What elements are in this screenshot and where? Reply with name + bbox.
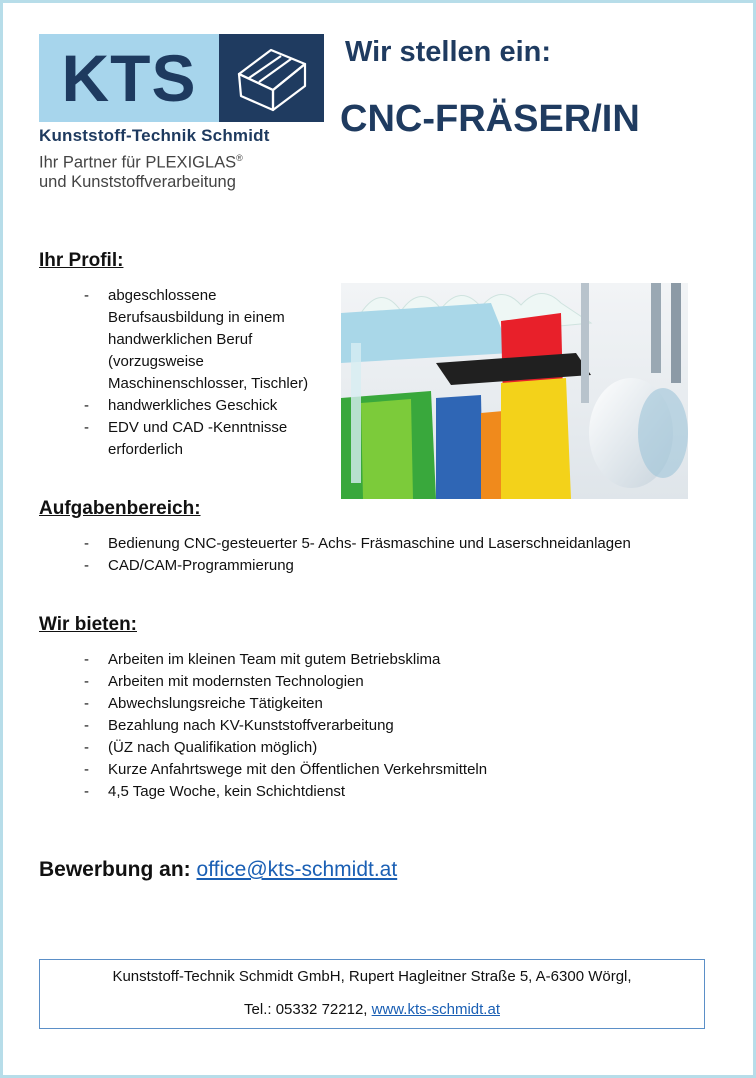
website-link[interactable]: www.kts-schmidt.at <box>371 1001 500 1018</box>
tasks-list <box>84 533 704 577</box>
profile-list <box>84 285 334 461</box>
list-item: - Bezahlung nach KV-Kunststoffverarbeitung <box>84 715 684 737</box>
logo-tagline <box>39 149 299 192</box>
dash-bullet: - <box>84 761 89 778</box>
offer-heading: Wir bieten: <box>39 614 137 635</box>
logo-tagline-line1: Ihr Partner für PLEXIGLAS <box>39 153 237 172</box>
list-item: - 4,5 Tage Woche, kein Schichtdienst <box>84 781 684 803</box>
dash-bullet: - <box>84 397 89 414</box>
dash-bullet: - <box>84 783 89 800</box>
list-item: - (ÜZ nach Qualifikation möglich) <box>84 737 684 759</box>
list-item: - handwerkliches Geschick <box>84 395 334 417</box>
application-line <box>39 858 397 882</box>
dash-bullet: - <box>84 557 89 574</box>
application-label: Bewerbung an: <box>39 858 191 881</box>
address-box <box>39 959 705 1029</box>
acrylic-materials-photo <box>341 283 688 499</box>
job-title: CNC-FRÄSER/IN <box>340 98 640 140</box>
dash-bullet: - <box>84 739 89 756</box>
dash-bullet: - <box>84 717 89 734</box>
dash-bullet: - <box>84 651 89 668</box>
dash-bullet: - <box>84 673 89 690</box>
list-item: - EDV und CAD -Kenntnisse erforderlich <box>84 419 288 458</box>
dash-bullet: - <box>84 419 89 436</box>
address-line: Kunststoff-Technik Schmidt GmbH, Rupert Hagleitner Straße 5, A-6300 Wörgl, <box>112 968 632 985</box>
registered-mark: ® <box>236 153 243 163</box>
phone-text: Tel.: 05332 72212, <box>244 1001 368 1018</box>
list-item: - Abwechslungsreiche Tätigkeiten <box>84 693 684 715</box>
company-logo <box>39 34 287 122</box>
email-link[interactable]: office@kts-schmidt.at <box>196 858 398 881</box>
contact-line <box>40 1001 704 1018</box>
cube-icon <box>219 34 324 122</box>
dash-bullet: - <box>84 535 89 552</box>
logo-tagline-line2: und Kunststoffverarbeitung <box>39 172 236 191</box>
list-item: - Kurze Anfahrtswege mit den Öffentlichen Verkehrsmitteln <box>84 759 684 781</box>
intro-heading: Wir stellen ein: <box>345 36 552 68</box>
list-item: - Arbeiten im kleinen Team mit gutem Betriebsklima <box>84 649 684 671</box>
tasks-heading: Aufgabenbereich: <box>39 498 201 519</box>
list-item: - Arbeiten mit modernsten Technologien <box>84 671 684 693</box>
dash-bullet: - <box>84 287 89 304</box>
list-item: - abgeschlossene Berufsausbildung in einem handwerklichen Beruf (vorzugsweise Maschinenschlosser, Tischler) <box>84 287 309 392</box>
logo-abbreviation: KTS <box>39 34 219 122</box>
list-item: - Bedienung CNC-gesteuerter 5- Achs- Fräsmaschine und Laserschneidanlagen <box>84 533 704 555</box>
dash-bullet: - <box>84 695 89 712</box>
offer-list <box>84 649 684 803</box>
profile-heading: Ihr Profil: <box>39 250 124 271</box>
logo-company-name: Kunststoff-Technik Schmidt <box>39 126 270 145</box>
list-item: - CAD/CAM-Programmierung <box>84 555 704 577</box>
